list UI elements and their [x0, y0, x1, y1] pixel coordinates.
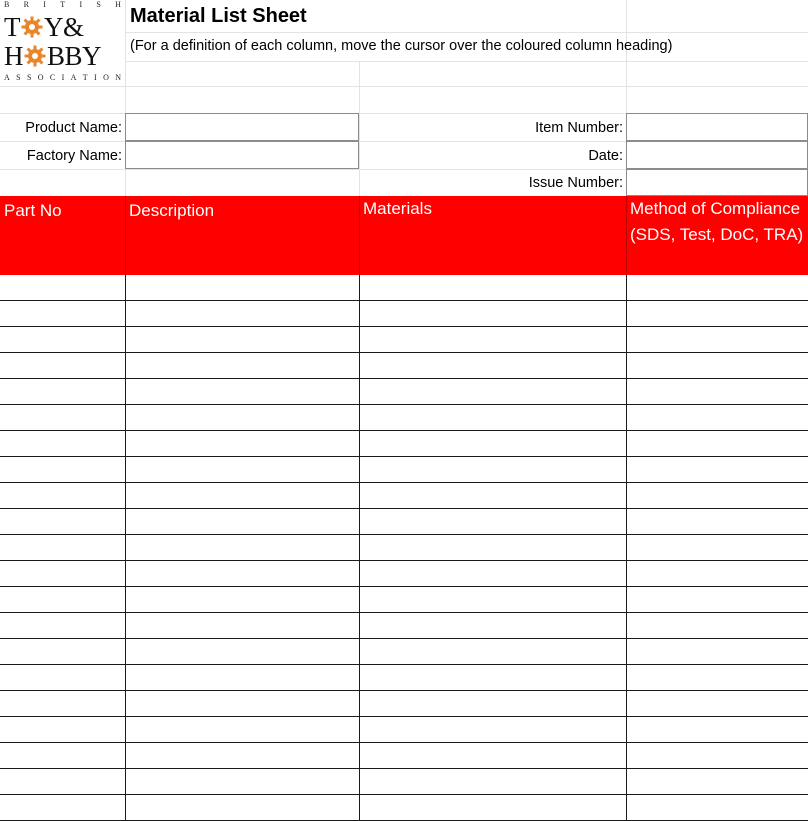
- logo-bottom-line: A S S O C I A T I O N: [4, 73, 121, 82]
- table-cell[interactable]: [125, 743, 359, 769]
- table-header: [0, 196, 808, 275]
- column-header-description[interactable]: Description: [129, 201, 215, 220]
- table-cell[interactable]: [359, 483, 626, 509]
- table-row: [0, 457, 808, 483]
- column-divider: [125, 196, 126, 275]
- table-cell[interactable]: [0, 405, 125, 431]
- table-row: [0, 483, 808, 509]
- bth-association-logo: [0, 0, 125, 86]
- gear-icon: [24, 45, 46, 67]
- table-row: [0, 743, 808, 769]
- table-cell[interactable]: [359, 717, 626, 743]
- table-cell[interactable]: [626, 327, 808, 353]
- table-cell[interactable]: [0, 691, 125, 717]
- factory-name-label: Factory Name:: [26, 148, 122, 164]
- table-cell[interactable]: [359, 795, 626, 821]
- table-cell[interactable]: [125, 561, 359, 587]
- table-row: [0, 561, 808, 587]
- table-cell[interactable]: [359, 613, 626, 639]
- table-cell[interactable]: [0, 327, 125, 353]
- table-cell[interactable]: [125, 717, 359, 743]
- table-row: [0, 665, 808, 691]
- gridline: [125, 32, 808, 33]
- table-cell[interactable]: [125, 457, 359, 483]
- issue-number-field[interactable]: [626, 169, 808, 196]
- date-field[interactable]: [626, 141, 808, 169]
- table-cell[interactable]: [0, 769, 125, 795]
- table-cell[interactable]: [125, 379, 359, 405]
- gridline: [359, 61, 360, 196]
- table-cell[interactable]: [359, 743, 626, 769]
- table-cell[interactable]: [626, 717, 808, 743]
- table-cell[interactable]: [626, 561, 808, 587]
- table-cell[interactable]: [359, 509, 626, 535]
- table-cell[interactable]: [359, 691, 626, 717]
- table-cell[interactable]: [0, 561, 125, 587]
- table-cell[interactable]: [125, 327, 359, 353]
- table-cell[interactable]: [626, 301, 808, 327]
- table-cell[interactable]: [0, 717, 125, 743]
- logo-word-toy: T Y&: [4, 12, 84, 42]
- table-cell[interactable]: [125, 405, 359, 431]
- table-cell[interactable]: [626, 509, 808, 535]
- table-cell[interactable]: [0, 665, 125, 691]
- table-row: [0, 613, 808, 639]
- column-header-materials[interactable]: Materials: [363, 199, 432, 218]
- table-cell[interactable]: [0, 457, 125, 483]
- table-row: [0, 639, 808, 665]
- table-row: [0, 379, 808, 405]
- table-cell[interactable]: [0, 613, 125, 639]
- table-cell[interactable]: [0, 795, 125, 821]
- table-cell[interactable]: [626, 431, 808, 457]
- table-row: [0, 535, 808, 561]
- table-cell[interactable]: [626, 691, 808, 717]
- table-cell[interactable]: [359, 665, 626, 691]
- table-cell[interactable]: [125, 483, 359, 509]
- item-number-field[interactable]: [626, 113, 808, 141]
- column-header-method-of-compliance[interactable]: Method of Compliance (SDS, Test, DoC, TRA): [630, 199, 804, 244]
- table-row: [0, 795, 808, 821]
- table-cell[interactable]: [125, 613, 359, 639]
- table-cell[interactable]: [626, 795, 808, 821]
- page-title: Material List Sheet: [130, 5, 307, 27]
- table-cell[interactable]: [0, 483, 125, 509]
- column-divider: [125, 275, 126, 821]
- table-cell[interactable]: [125, 509, 359, 535]
- table-row: [0, 431, 808, 457]
- product-name-field[interactable]: [125, 113, 359, 141]
- table-cell[interactable]: [626, 535, 808, 561]
- gear-icon: [21, 16, 43, 38]
- table-cell[interactable]: [626, 275, 808, 301]
- table-cell[interactable]: [125, 353, 359, 379]
- table-cell[interactable]: [359, 353, 626, 379]
- gridline: [0, 86, 808, 87]
- table-cell[interactable]: [0, 353, 125, 379]
- item-number-label: Item Number:: [535, 120, 623, 136]
- table-cell[interactable]: [359, 379, 626, 405]
- table-cell[interactable]: [626, 743, 808, 769]
- table-row: [0, 301, 808, 327]
- table-cell[interactable]: [359, 535, 626, 561]
- column-divider: [359, 196, 360, 275]
- table-cell[interactable]: [125, 665, 359, 691]
- table-body: [0, 275, 808, 821]
- table-row: [0, 327, 808, 353]
- table-cell[interactable]: [125, 639, 359, 665]
- gridline: [125, 61, 808, 62]
- table-cell[interactable]: [125, 275, 359, 301]
- table-cell[interactable]: [359, 275, 626, 301]
- table-cell[interactable]: [626, 613, 808, 639]
- table-cell[interactable]: [125, 795, 359, 821]
- table-cell[interactable]: [125, 587, 359, 613]
- date-label: Date:: [588, 148, 623, 164]
- table-cell[interactable]: [626, 639, 808, 665]
- page-subtitle: (For a definition of each column, move the cursor over the coloured column heading): [130, 38, 673, 54]
- table-row: [0, 691, 808, 717]
- logo-top-line: B R I T I S H: [4, 0, 121, 9]
- column-divider: [626, 275, 627, 821]
- table-cell[interactable]: [626, 353, 808, 379]
- logo-word-hobby: H BBY: [4, 41, 102, 71]
- table-cell[interactable]: [0, 587, 125, 613]
- table-cell[interactable]: [626, 457, 808, 483]
- column-divider: [626, 196, 627, 275]
- table-row: [0, 509, 808, 535]
- table-cell[interactable]: [0, 379, 125, 405]
- table-cell[interactable]: [0, 639, 125, 665]
- column-divider: [359, 275, 360, 821]
- table-cell[interactable]: [0, 431, 125, 457]
- table-cell[interactable]: [125, 769, 359, 795]
- table-cell[interactable]: [626, 587, 808, 613]
- table-cell[interactable]: [359, 769, 626, 795]
- table-row: [0, 353, 808, 379]
- table-row: [0, 587, 808, 613]
- table-cell[interactable]: [359, 639, 626, 665]
- table-cell[interactable]: [125, 431, 359, 457]
- table-cell[interactable]: [359, 405, 626, 431]
- table-cell[interactable]: [626, 405, 808, 431]
- table-cell[interactable]: [626, 665, 808, 691]
- table-cell[interactable]: [0, 301, 125, 327]
- table-cell[interactable]: [359, 587, 626, 613]
- table-cell[interactable]: [626, 769, 808, 795]
- table-cell[interactable]: [0, 275, 125, 301]
- table-cell[interactable]: [0, 509, 125, 535]
- table-row: [0, 405, 808, 431]
- table-cell[interactable]: [0, 743, 125, 769]
- issue-number-label: Issue Number:: [528, 175, 623, 191]
- factory-name-field[interactable]: [125, 141, 359, 169]
- table-cell[interactable]: [125, 535, 359, 561]
- table-cell[interactable]: [359, 457, 626, 483]
- table-cell[interactable]: [626, 483, 808, 509]
- table-row: [0, 769, 808, 795]
- table-cell[interactable]: [626, 379, 808, 405]
- table-cell[interactable]: [359, 431, 626, 457]
- table-cell[interactable]: [359, 561, 626, 587]
- table-cell[interactable]: [125, 691, 359, 717]
- table-cell[interactable]: [359, 327, 626, 353]
- table-cell[interactable]: [125, 301, 359, 327]
- table-cell[interactable]: [0, 535, 125, 561]
- column-header-part-no[interactable]: Part No: [4, 201, 62, 220]
- product-name-label: Product Name:: [25, 120, 122, 136]
- table-row: [0, 275, 808, 301]
- table-cell[interactable]: [359, 301, 626, 327]
- table-row: [0, 717, 808, 743]
